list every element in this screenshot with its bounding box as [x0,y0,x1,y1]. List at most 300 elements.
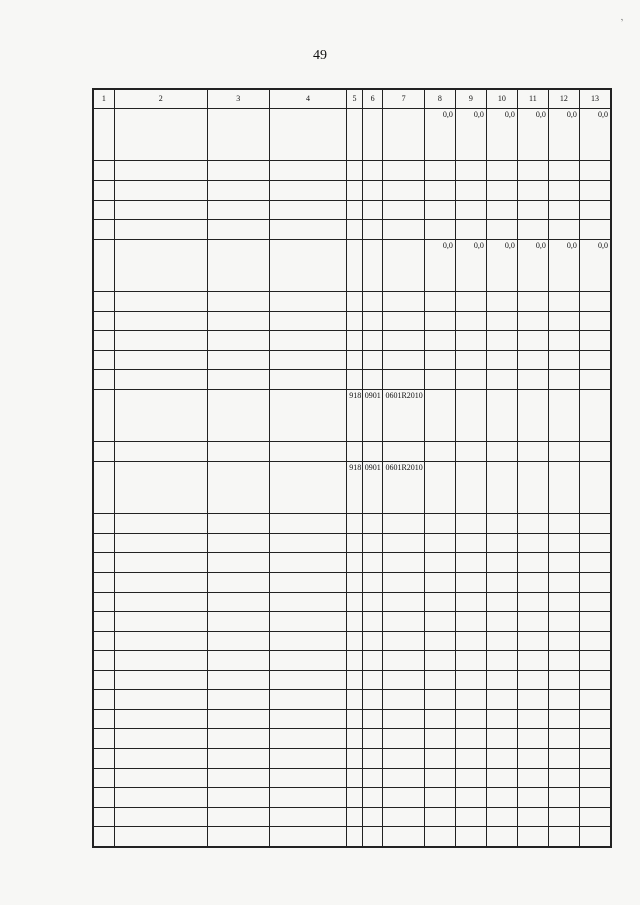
table-cell [424,788,455,808]
table-row [94,807,611,827]
table-cell [362,670,383,690]
table-cell [207,200,269,220]
table-cell [548,690,579,710]
table-row [94,331,611,351]
table-cell [455,389,486,441]
table-cell [362,651,383,671]
table-cell [548,651,579,671]
table-cell [114,670,207,690]
header-cell: 7 [383,90,424,109]
table-cell [424,220,455,240]
table-cell [455,670,486,690]
table-cell [455,180,486,200]
table-cell [424,370,455,390]
table-cell [362,109,383,161]
table-cell [424,533,455,553]
table-cell [383,180,424,200]
table-cell [424,749,455,769]
table-cell [362,572,383,592]
table-cell [207,161,269,181]
table-cell [362,292,383,312]
table-cell [579,200,610,220]
table-cell [383,239,424,291]
table-cell [548,311,579,331]
table-cell [347,239,363,291]
table-cell [383,592,424,612]
table-cell [114,311,207,331]
table-cell [362,442,383,462]
page-number: 49 [313,48,327,63]
table-cell [114,690,207,710]
table-cell [579,631,610,651]
table-cell [424,807,455,827]
table-cell [269,670,347,690]
table-cell [383,331,424,351]
table-cell [383,827,424,847]
table-cell [579,292,610,312]
table-cell [362,533,383,553]
table-cell [383,292,424,312]
table-cell [424,572,455,592]
table-cell [548,553,579,573]
table-cell [455,749,486,769]
table-cell [269,220,347,240]
table-cell [269,572,347,592]
table-cell [517,331,548,351]
table-cell [424,670,455,690]
table-cell: 0,0 [455,109,486,161]
table-cell: 0,0 [455,239,486,291]
table-cell [362,180,383,200]
header-cell: 11 [517,90,548,109]
table-cell [207,220,269,240]
table-cell [486,572,517,592]
table-row [94,631,611,651]
table-cell [424,827,455,847]
table-cell [94,370,115,390]
table-cell [269,514,347,534]
header-cell: 12 [548,90,579,109]
table-cell [548,807,579,827]
table-cell [347,533,363,553]
table-cell [548,572,579,592]
table-cell [269,533,347,553]
table-row [94,311,611,331]
table-cell [455,514,486,534]
table-cell [548,533,579,553]
table-cell [383,220,424,240]
table-cell [347,768,363,788]
table-cell [269,311,347,331]
table-cell: 0,0 [579,109,610,161]
table-cell [424,553,455,573]
table-cell [383,670,424,690]
table-cell [347,292,363,312]
header-cell: 9 [455,90,486,109]
table-cell [207,442,269,462]
table-cell [424,592,455,612]
table-cell [269,161,347,181]
table-row [94,239,611,291]
table-cell [94,180,115,200]
table-cell [486,768,517,788]
table-cell [383,807,424,827]
table-cell [579,807,610,827]
table-cell [424,651,455,671]
table-cell [269,612,347,632]
table-cell [207,331,269,351]
table-cell [486,331,517,351]
table-cell [269,827,347,847]
table-cell [455,729,486,749]
table-cell [114,350,207,370]
table-cell [548,442,579,462]
table-cell: 0,0 [486,109,517,161]
table-cell [517,514,548,534]
table-cell [207,292,269,312]
table-cell [94,631,115,651]
table-cell [486,651,517,671]
table-cell [269,553,347,573]
table-cell [486,690,517,710]
table-cell [486,461,517,513]
table-cell [579,749,610,769]
table-cell [347,311,363,331]
table-cell [548,331,579,351]
table-cell [455,442,486,462]
table-cell [517,533,548,553]
table-cell [362,631,383,651]
table-row [94,572,611,592]
table-cell [207,788,269,808]
table-row [94,670,611,690]
table-cell [579,690,610,710]
table-cell [424,331,455,351]
table-cell [362,592,383,612]
table-cell [94,749,115,769]
table-cell [114,553,207,573]
table-cell [94,220,115,240]
table-cell [455,200,486,220]
table-cell [517,442,548,462]
table-cell [455,709,486,729]
table-cell [383,161,424,181]
table-cell [347,612,363,632]
table-cell [347,651,363,671]
table-row [94,533,611,553]
table-cell [383,533,424,553]
table-cell [383,553,424,573]
table-cell [517,292,548,312]
table-row [94,690,611,710]
table-cell [424,180,455,200]
table-cell [207,612,269,632]
table-cell [94,533,115,553]
table-cell [94,670,115,690]
table-cell [486,807,517,827]
table-cell [383,109,424,161]
table-cell [207,807,269,827]
table-cell [347,331,363,351]
table-cell [579,161,610,181]
table-cell [94,109,115,161]
table-cell [269,331,347,351]
table-cell [486,180,517,200]
table-row [94,370,611,390]
table-cell [207,827,269,847]
header-cell: 2 [114,90,207,109]
table-cell [207,109,269,161]
table-cell [579,350,610,370]
table-cell [207,239,269,291]
table-cell [362,690,383,710]
table-cell [269,180,347,200]
header-cell: 6 [362,90,383,109]
scan-mark: , [617,11,624,24]
table-cell [269,442,347,462]
table-cell [347,572,363,592]
table-cell [548,827,579,847]
table-row [94,514,611,534]
table-cell [579,442,610,462]
table-cell [362,827,383,847]
table-cell [517,670,548,690]
table-cell [269,749,347,769]
table-cell [455,370,486,390]
table-cell [383,572,424,592]
table-cell [94,572,115,592]
table-cell [548,788,579,808]
table-cell [455,631,486,651]
table-cell [269,807,347,827]
table-cell [207,709,269,729]
table-cell [114,807,207,827]
table-cell [347,788,363,808]
table-cell [114,749,207,769]
table-cell [579,651,610,671]
table-row [94,651,611,671]
table-cell [455,768,486,788]
table-cell [383,709,424,729]
table-row [94,180,611,200]
table-cell [455,533,486,553]
table-cell [114,109,207,161]
table-cell [114,729,207,749]
table-cell [114,239,207,291]
table-cell [207,461,269,513]
table-row [94,161,611,181]
table-cell [347,827,363,847]
table-cell [207,533,269,553]
table-cell [517,749,548,769]
table-cell [94,389,115,441]
table-cell [383,631,424,651]
table-cell [486,670,517,690]
table-cell [362,161,383,181]
table-cell [548,709,579,729]
table-cell [548,749,579,769]
table-cell [207,670,269,690]
table-cell [517,220,548,240]
table-cell [94,200,115,220]
table-cell [362,311,383,331]
header-cell: 3 [207,90,269,109]
header-cell: 1 [94,90,115,109]
table-cell [579,670,610,690]
table-row [94,729,611,749]
table-cell [207,180,269,200]
table-cell [383,311,424,331]
table-cell [114,220,207,240]
table-cell [517,807,548,827]
table-cell [347,592,363,612]
table-cell [114,592,207,612]
table-cell [517,709,548,729]
table-cell [269,109,347,161]
table-cell [486,389,517,441]
table-cell [383,514,424,534]
table-cell [455,651,486,671]
table-cell [114,442,207,462]
table-cell [347,709,363,729]
table-cell [383,651,424,671]
table-cell [486,709,517,729]
table-cell [383,612,424,632]
header-cell: 4 [269,90,347,109]
table-cell [269,788,347,808]
table-cell [347,370,363,390]
table-cell [114,709,207,729]
table-row [94,461,611,513]
table-cell [486,553,517,573]
table-cell [114,200,207,220]
table-cell [548,180,579,200]
document-table [93,89,611,847]
table-cell [424,200,455,220]
table-cell [362,788,383,808]
table-cell [455,572,486,592]
table-cell [579,461,610,513]
table-cell [114,389,207,441]
table-cell [114,331,207,351]
table-cell [362,331,383,351]
header-cell: 8 [424,90,455,109]
table-cell [486,370,517,390]
table-cell [486,292,517,312]
table-cell: 0,0 [517,109,548,161]
table-cell [517,827,548,847]
table-cell [383,442,424,462]
table-cell [517,651,548,671]
table-cell [269,592,347,612]
table-cell [455,331,486,351]
table-cell [579,729,610,749]
table-cell [383,200,424,220]
table-cell [362,350,383,370]
table-cell [362,514,383,534]
table-row [94,768,611,788]
table-cell [269,389,347,441]
table-cell [347,220,363,240]
table-cell: 0,0 [548,239,579,291]
table-cell [486,827,517,847]
table-cell [347,749,363,769]
table-cell [579,553,610,573]
header-cell: 10 [486,90,517,109]
table-cell [347,514,363,534]
table-cell [517,612,548,632]
table-cell [486,729,517,749]
table-cell [207,572,269,592]
table-cell [548,514,579,534]
table-cell [455,827,486,847]
table-cell [269,200,347,220]
table-cell [383,690,424,710]
table-cell [114,370,207,390]
table-cell [114,180,207,200]
table-cell [424,461,455,513]
table-cell [347,350,363,370]
table-header-row [94,90,611,109]
table-cell: 0601R2010 [383,389,424,441]
document-table-frame [92,88,612,848]
header-cell: 5 [347,90,363,109]
table-cell [579,331,610,351]
table-cell: 0901 [362,461,383,513]
table-cell [548,631,579,651]
table-cell [347,690,363,710]
table-cell: 0,0 [486,239,517,291]
table-cell [269,239,347,291]
table-cell [207,514,269,534]
table-cell [486,220,517,240]
table-cell [207,592,269,612]
table-cell [517,631,548,651]
table-cell [424,389,455,441]
table-cell [94,788,115,808]
table-cell [362,200,383,220]
table-cell [94,311,115,331]
table-cell [548,292,579,312]
table-cell [207,631,269,651]
table-cell [347,161,363,181]
table-cell [94,239,115,291]
table-cell [269,631,347,651]
table-cell [579,370,610,390]
table-cell [207,350,269,370]
table-cell [486,749,517,769]
table-cell [517,350,548,370]
table-cell [424,612,455,632]
table-cell [94,709,115,729]
table-cell [347,631,363,651]
table-cell [94,292,115,312]
table-cell [362,220,383,240]
table-cell [548,729,579,749]
table-cell [269,292,347,312]
table-cell: 918 [347,461,363,513]
table-cell [94,807,115,827]
table-cell [362,768,383,788]
table-cell [362,709,383,729]
table-cell: 0,0 [548,109,579,161]
table-cell [548,389,579,441]
table-cell [94,768,115,788]
table-cell [486,631,517,651]
table-cell [207,690,269,710]
table-cell [517,788,548,808]
table-cell [347,553,363,573]
